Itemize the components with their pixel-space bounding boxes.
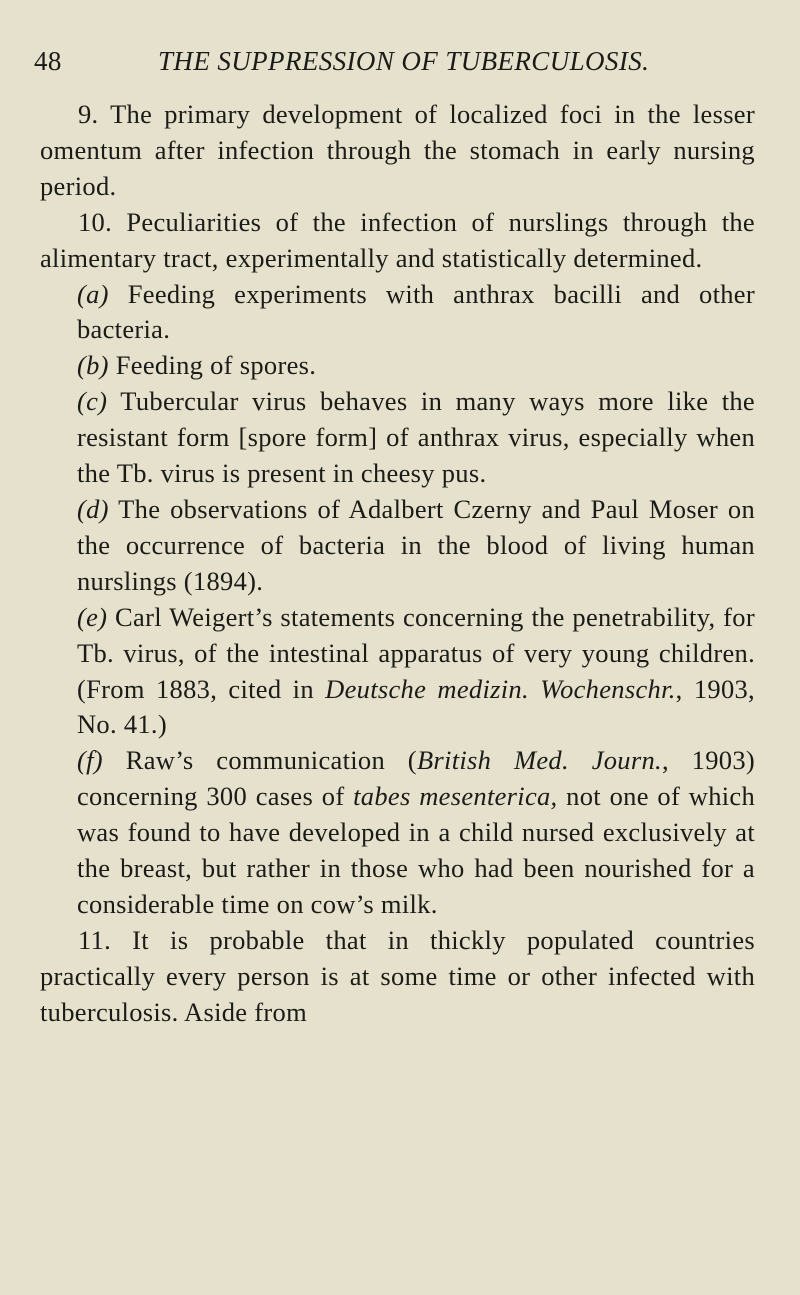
paragraph-10f (40, 743, 755, 923)
paragraph-text: Carl Weigert’s statements concerning the penetrability, for Tb. virus, of the intestinal apparatus of very young children. (From 1883, cited in (77, 601, 755, 704)
paragraph-text: Tubercular virus behaves in many ways more like the resistant form [spore form] of anthrax virus, especially when the Tb. virus is present in cheesy pus. (77, 386, 755, 489)
body-text (40, 97, 755, 1031)
paragraph-10c (40, 384, 755, 492)
running-head: THE SUPPRESSION OF TUBERCULOSIS. (158, 46, 650, 76)
paragraph-9: 9. The primary development of localized foci in the lesser omentum after infection through the stomach in early nursing period. (40, 99, 755, 201)
paragraph-10a (40, 277, 755, 349)
item-marker: (b) (77, 350, 109, 381)
paragraph-text: , 1903) concerning 300 cases of (77, 745, 755, 812)
item-marker: (c) (77, 386, 108, 417)
paragraph-11: 11. It is probable that in thickly populated countries practically every person is at some time or other infected with tuberculosis. Aside from (40, 924, 755, 1027)
item-marker: (f) (77, 745, 103, 776)
item-marker: (d) (77, 493, 109, 524)
paragraph-text: Feeding of spores. (108, 350, 317, 381)
paragraph-text: , 1903, No. 41.) (77, 673, 755, 740)
paragraph-10d (40, 492, 755, 600)
item-marker: (a) (77, 278, 109, 309)
page-number: 48 (34, 46, 62, 76)
journal-title: Deutsche medizin. Wochenschr. (325, 673, 676, 704)
item-marker: (e) (77, 601, 108, 632)
paragraph-10: 10. Peculiarities of the infection of nurslings through the alimentary tract, experimentally and statistically determined. (40, 206, 755, 273)
paragraph-text: Raw’s communication ( (102, 745, 417, 776)
latin-term: tabes mesenterica, (353, 781, 558, 812)
journal-title: British Med. Journ. (416, 745, 662, 776)
page-header (0, 46, 800, 86)
paragraph-text: The observations of Adalbert Czerny and Paul Moser on the occurrence of bacteria in the blood of living human nurslings (1894). (77, 493, 755, 596)
paragraph-text: not one of which was found to have developed in a child nursed exclusively at the breast, but rather in those who had been nourished for a considerable time on cow’s milk. (77, 781, 756, 919)
paragraph-10e (40, 600, 755, 744)
paragraph-10b (40, 348, 755, 384)
paragraph-text: Feeding experiments with anthrax bacilli and other bacteria. (77, 278, 755, 345)
